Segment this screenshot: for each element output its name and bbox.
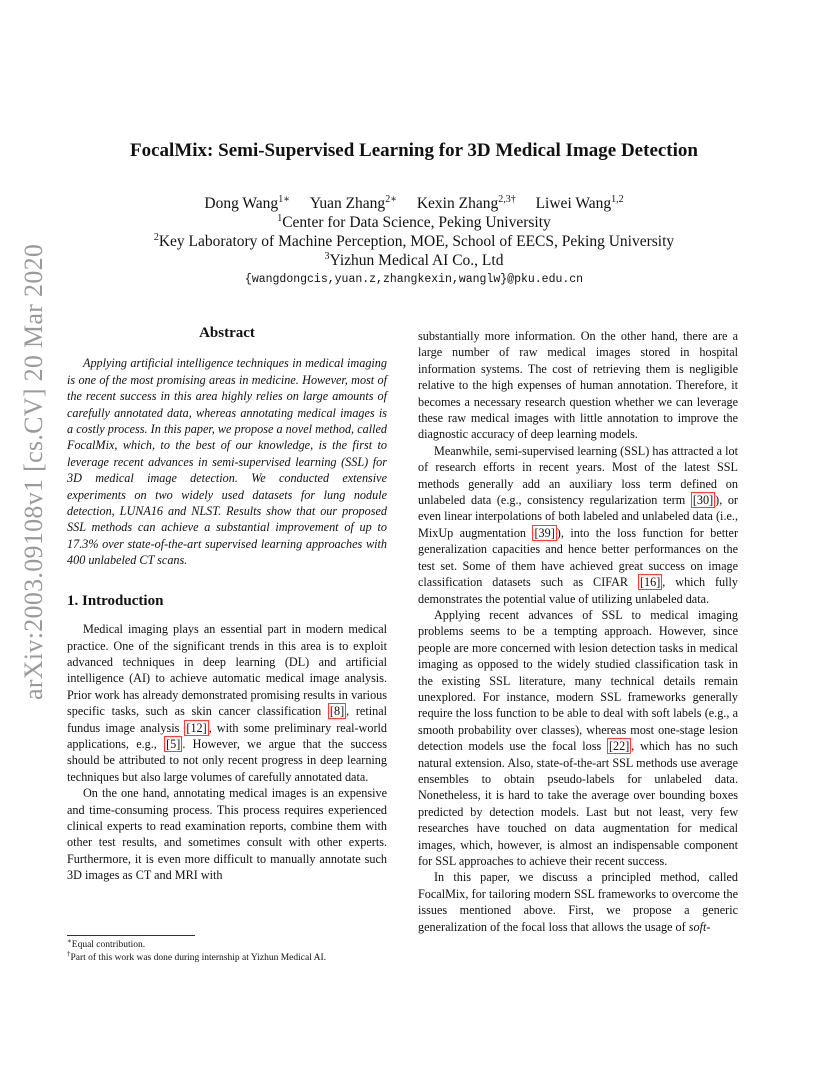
footnote-mark: † bbox=[67, 949, 71, 958]
paragraph: substantially more information. On the other hand, there are a large number of raw medical images stored in hospital information systems. The cost of retrieving them is negligible relative to the high expenses of human annotation. Therefore, it becomes a necessary research question whether we can leverage these raw medical images with little annotation to improve the diagnostic accuracy of deep learning models. bbox=[418, 329, 738, 442]
affiliation-mark: 1 bbox=[277, 212, 283, 224]
footnote-mark: ∗ bbox=[67, 936, 72, 945]
paragraph bbox=[418, 869, 738, 935]
citation-link[interactable]: [22] bbox=[608, 739, 630, 754]
affiliation-text: Center for Data Science, Peking University bbox=[282, 214, 551, 231]
author-emails: {wangdongcis,yuan.z,zhangkexin,wanglw}@pku.edu.cn bbox=[244, 273, 584, 286]
text-run: ), or even linear interpolations of both labeled and unlabeled data (i.e., MixUp augmentation bbox=[418, 493, 738, 540]
affiliation bbox=[0, 252, 828, 270]
abstract-heading: Abstract bbox=[199, 325, 255, 341]
text-run: Meanwhile, semi-supervised learning (SSL) has attracted a lot of research efforts in recent years. Most of the latest SSL methods generally add an auxiliary loss term defined on unlabeled data (e.g., consistency regularization term bbox=[418, 443, 738, 508]
footnote-text: Equal contribution. bbox=[71, 940, 146, 950]
citation-link[interactable]: [16] bbox=[639, 575, 661, 590]
footnote bbox=[67, 949, 387, 965]
paragraph bbox=[67, 621, 387, 785]
citation-link[interactable]: [12] bbox=[186, 720, 207, 735]
author bbox=[204, 195, 290, 212]
text-run: ), into the loss function for better generalization capacities and hence better performances on the test set. Some of them have achieved great success on image classification datasets such as CIFAR bbox=[418, 525, 739, 590]
paper-title: FocalMix: Semi-Supervised Learning for 3D Medical Image Detection bbox=[130, 140, 698, 161]
emphasis-text: soft- bbox=[688, 919, 711, 934]
text-run: , which has no such natural extension. Also, state-of-the-art SSL methods use average ensembles to obtain pseudo-labels for unlabeled data. Nonetheless, it is hard to take the average over bounding boxes predicted by detection models. Last but not least, very few researches have touched on data augmentation for medical images, which, however, is almost an indispensable component for SSL approaches to achieve their recent success. bbox=[418, 739, 738, 868]
footnote-text: Part of this work was done during internship at Yizhun Medical AI. bbox=[70, 952, 327, 963]
right-column bbox=[418, 328, 738, 935]
paragraph: On the one hand, annotating medical images is an expensive and time-consuming process. This process requires experienced clinical experts to read examination reports, combine them with other test results, and sometimes consult with other experts. Furthermore, it is even more difficult to manually annotate such 3D images as CT and MRI with bbox=[67, 786, 387, 883]
abstract-text: Applying artificial intelligence techniques in medical imaging is one of the most promising areas in medicine. However, most of the recent success in this area highly relies on large amounts of carefully annotated data, whereas annotating medical images is a costly process. In this paper, we propose a novel method, called FocalMix, which, to the best of our knowledge, is the first to leverage recent advances in semi-supervised learning (SSL) for 3D medical image detection. We conducted extensive experiments on two widely used datasets for lung nodule detection, LUNA16 and NLST. Results show that our proposed SSL methods can achieve a substantial improvement of up to 17.3% over state-of-the-art supervised learning approaches with 400 unlabeled CT scans. bbox=[67, 356, 387, 568]
author-name: Liwei Wang bbox=[535, 195, 612, 212]
section-heading: 1. Introduction bbox=[67, 592, 164, 609]
author bbox=[536, 195, 624, 212]
author-mark: 1∗ bbox=[278, 193, 290, 205]
citation-link[interactable]: [39] bbox=[534, 525, 555, 540]
affiliation-text: Key Laboratory of Machine Perception, MOE, School of EECS, Peking University bbox=[158, 233, 675, 250]
affiliation-mark: 3 bbox=[324, 250, 330, 262]
author-name: Dong Wang bbox=[204, 195, 279, 212]
text-run: Applying recent advances of SSL to medical imaging problems seems to be a tempting approach. However, since people are more concerned with lesion detection tasks in medical imaging as opposed to the widely studied classification task in the existing SSL literature, many technical details remain unexplored. For instance, modern SSL frameworks generally require the loss function to be able to deal with soft labels (e.g., a smooth probability over classes), whereas most one-stage lesion detection models use the focal loss bbox=[418, 607, 738, 754]
text-run: Medical imaging plays an essential part in modern medical practice. One of the significant trends in this area is to exploit advanced techniques in deep learning (DL) and artificial intelligence (AI) to achieve automatic medical image analysis. Prior work has already demonstrated promising results in various specific tasks, such as skin cancer classification bbox=[67, 622, 387, 719]
citation-link[interactable]: [5] bbox=[166, 736, 181, 751]
text-run: In this paper, we discuss a principled method, called FocalMix, for tailoring modern SSL frameworks to overcome the issues mentioned above. First, we propose a generic generalization of the focal loss that allows the usage of bbox=[418, 870, 738, 934]
text-run: , which fully demonstrates the potential value of utilizing unlabeled data. bbox=[418, 575, 738, 606]
affiliation bbox=[0, 233, 828, 251]
paragraph bbox=[418, 443, 738, 607]
footnotes bbox=[67, 935, 387, 964]
citation-link[interactable]: [30] bbox=[692, 493, 714, 508]
text-run: , retinal fundus image analysis bbox=[67, 704, 387, 735]
text-run: , with some preliminary real-world applications, e.g., bbox=[67, 720, 387, 751]
left-column bbox=[67, 325, 387, 884]
affiliation-text: Yizhun Medical AI Co., Ltd bbox=[329, 252, 504, 269]
author bbox=[417, 195, 516, 212]
citation-link[interactable]: [8] bbox=[329, 704, 345, 719]
author-list bbox=[0, 195, 828, 213]
footnote-rule bbox=[67, 935, 195, 936]
author-mark: 2,3† bbox=[498, 193, 516, 205]
affiliation-mark: 2 bbox=[153, 231, 159, 243]
author-mark: 1,2 bbox=[611, 193, 624, 205]
author-name: Yuan Zhang bbox=[309, 195, 386, 212]
arxiv-identifier: arXiv:2003.09108v1 [cs.CV] 20 Mar 2020 bbox=[19, 243, 48, 700]
paragraph bbox=[418, 607, 738, 870]
author bbox=[310, 195, 397, 212]
author-name: Kexin Zhang bbox=[416, 195, 499, 212]
footnote bbox=[67, 936, 387, 952]
text-run: . However, we argue that the success should be attributed to not only recent progress in deep learning techniques but also large volumes of carefully annotated data. bbox=[67, 736, 387, 784]
affiliation bbox=[0, 214, 828, 232]
author-mark: 2∗ bbox=[385, 193, 397, 205]
